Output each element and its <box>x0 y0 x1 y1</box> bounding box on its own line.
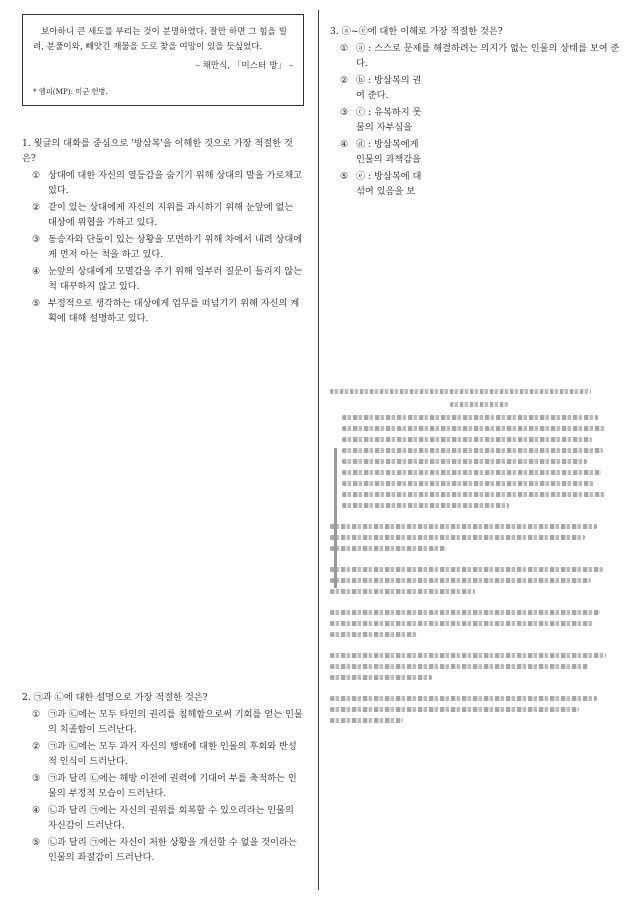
question-1 <box>22 136 304 326</box>
choice-number: ② <box>340 75 349 86</box>
question-2 <box>22 690 304 867</box>
passage-source: – 채만식, 「미스터 방」 – <box>195 61 293 71</box>
choice-text: ㉡과 달리 ㉠에는 자신이 처한 상황을 개선할 수 없을 것이라는 인물의 좌절감이 드러난다. <box>48 837 297 863</box>
choice-text: ㉠과 ㉡에는 모두 과거 자신의 행태에 대한 인물의 후회와 반성적 인식이 드러난다. <box>48 741 297 767</box>
choice-text: ⓑ : 방삼복의 권 여 준다. <box>356 75 422 101</box>
choice-1-3[interactable] <box>32 232 304 262</box>
question-3-choices <box>330 41 620 199</box>
question-2-choices <box>22 707 304 865</box>
question-3-stem: 3. ⓐ~ⓔ에 대한 이해로 가장 적절한 것은? <box>330 26 503 37</box>
column-divider <box>318 10 319 890</box>
choice-3-1[interactable] <box>340 41 620 71</box>
choice-number: ⑤ <box>32 298 41 309</box>
choice-text: ㉠과 달리 ㉡에는 해방 이전에 권력에 기대어 부를 축적하는 인물의 부정적 모습이 드러난다. <box>48 773 297 799</box>
choice-text: ⓐ : 스스로 문제를 해결하려는 의지가 없는 인물의 상태를 보여 준다. <box>356 43 620 69</box>
question-2-stem: 2. ㉠과 ㉡에 대한 설명으로 가장 적절한 것은? <box>22 692 208 703</box>
choice-text: 동승자와 단둘이 있는 상황을 모면하기 위해 차에서 내려 상대에게 먼저 아는 척을 하고 있다. <box>48 234 303 260</box>
choice-text: 상대에 대한 자신의 열등감을 숨기기 위해 상대의 말을 가로채고 있다. <box>48 170 303 196</box>
choice-2-1[interactable] <box>32 707 304 737</box>
choice-text: 같이 있는 상대에게 자신의 지위를 과시하기 위해 눈앞에 없는 대상에 위협을 가하고 있다. <box>48 202 294 228</box>
choice-text: ㉠과 ㉡에는 모두 타인의 권리를 침해함으로써 기회를 얻는 인물의 치졸함이 드러난다. <box>48 709 303 735</box>
blurred-inset-passage <box>330 415 620 508</box>
choice-number: ③ <box>340 107 349 118</box>
choice-text: ⓓ : 방삼복에게 인물의 과책감을 <box>356 139 422 165</box>
passage-box <box>22 14 304 106</box>
choice-text: 눈앞의 상대에게 모멸감을 주기 위해 일부러 질문이 들리지 않는 척 대꾸하지 않고 있다. <box>48 266 303 292</box>
choice-number: ② <box>32 741 41 752</box>
passage-text: 보아하니 큰 세도를 부리는 것이 분명하였다. 잘만 하면 그 힘을 빌려, 분풀이와, 빼앗긴 재물을 도로 찾을 여망이 있을 듯싶었다. <box>33 27 287 52</box>
choice-3-4[interactable] <box>340 137 620 167</box>
choice-text: ⓒ : 유복하지 못 물의 자부심을 <box>356 107 422 133</box>
choice-number: ④ <box>340 139 349 150</box>
choice-number: ① <box>340 43 349 54</box>
choice-3-5[interactable] <box>340 169 620 199</box>
choice-1-1[interactable] <box>32 168 304 198</box>
choice-number: ③ <box>32 773 41 784</box>
left-column <box>22 10 304 863</box>
choice-number: ④ <box>32 266 41 277</box>
choice-number: ⑤ <box>32 837 41 848</box>
choice-3-2[interactable] <box>340 73 620 103</box>
choice-text: 부정적으로 생각하는 대상에게 업무를 떠넘기기 위해 자신의 계획에 대해 설명하고 있다. <box>48 298 300 324</box>
choice-2-4[interactable] <box>32 803 304 833</box>
choice-2-2[interactable] <box>32 739 304 769</box>
blurred-line <box>330 389 591 394</box>
blurred-line <box>450 402 508 407</box>
question-1-stem: 1. 윗글의 대화를 중심으로 '방삼복'을 이해한 것으로 가장 적절한 것은? <box>22 138 293 164</box>
choice-1-4[interactable] <box>32 264 304 294</box>
choice-3-3[interactable] <box>340 105 620 135</box>
question-3 <box>330 24 620 199</box>
choice-text: ⓔ : 방삼복에 대 섞여 있음을 보 <box>356 171 422 197</box>
choice-text: ㉡과 달리 ㉠에는 자신의 권위를 회복할 수 있으리라는 인물의 자신감이 드러난다. <box>48 805 294 831</box>
choice-number: ⑤ <box>340 171 349 182</box>
choice-2-3[interactable] <box>32 771 304 801</box>
passage-footnote: * 엠피(MP): 미군 헌병. <box>33 87 108 96</box>
question-1-choices <box>22 168 304 326</box>
blurred-content-area <box>330 389 620 723</box>
choice-2-5[interactable] <box>32 835 304 865</box>
choice-number: ④ <box>32 805 41 816</box>
choice-1-2[interactable] <box>32 200 304 230</box>
choice-number: ② <box>32 202 41 213</box>
choice-number: ① <box>32 170 41 181</box>
choice-1-5[interactable] <box>32 296 304 326</box>
inset-passage-bar <box>334 448 337 588</box>
right-column <box>330 24 620 729</box>
choice-number: ③ <box>32 234 41 245</box>
blurred-choices <box>330 524 620 723</box>
choice-number: ① <box>32 709 41 720</box>
